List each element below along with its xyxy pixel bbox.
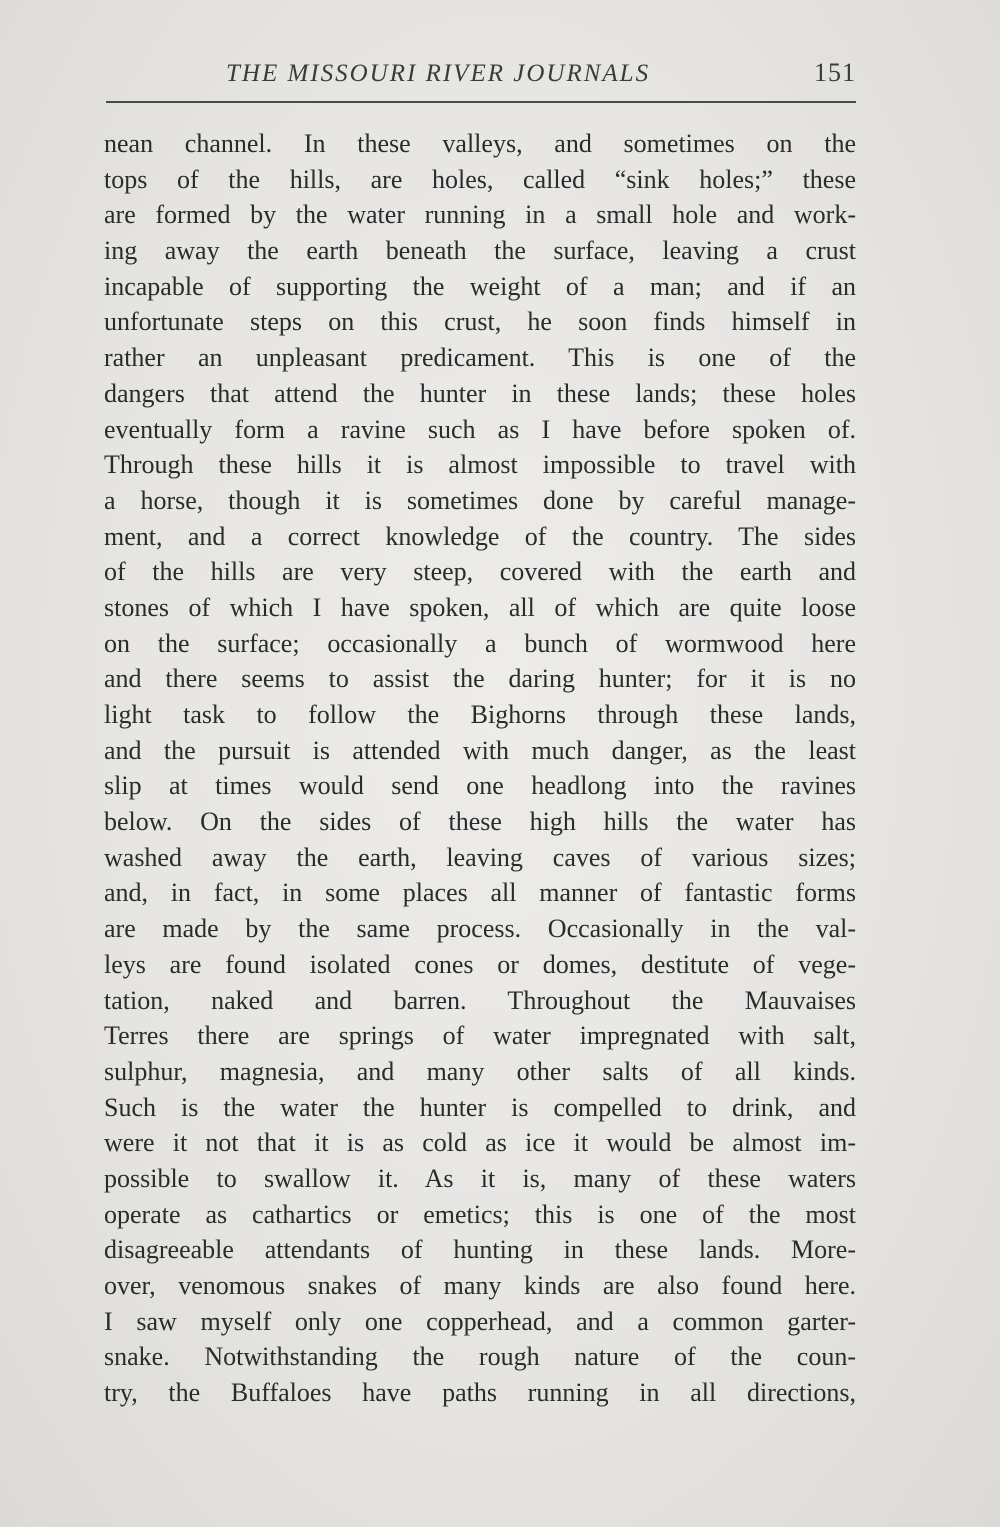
text-line: over, venomous snakes of many kinds are also found here. — [104, 1271, 856, 1300]
text-line: are formed by the water running in a small hole and work- — [104, 200, 856, 230]
text-line: sulphur, magnesia, and many other salts of all kinds. — [104, 1056, 856, 1086]
text-line: washed away the earth, leaving caves of various sizes; — [104, 842, 856, 872]
body-text — [104, 126, 856, 1411]
text-line: and the pursuit is attended with much danger, as the least — [104, 735, 856, 765]
page-number: 151 — [814, 58, 856, 87]
text-line: Terres there are springs of water impregnated with salt, — [104, 1021, 856, 1051]
text-line: and there seems to assist the daring hunter; for it is no — [104, 664, 856, 694]
text-line: I saw myself only one copperhead, and a common garter- — [104, 1306, 856, 1336]
text-line: tops of the hills, are holes, called “sink holes;” these — [104, 164, 856, 194]
text-line: are made by the same process. Occasionally in the val- — [104, 914, 856, 944]
running-head-title: THE MISSOURI RIVER JOURNALS — [226, 60, 651, 87]
text-line: ment, and a correct knowledge of the country. The sides — [104, 521, 856, 551]
text-line: Such is the water the hunter is compelled to drink, and — [104, 1092, 856, 1122]
text-line: of the hills are very steep, covered with the earth and — [104, 557, 856, 587]
text-line: stones of which I have spoken, all of which are quite loose — [104, 592, 856, 622]
text-line: disagreeable attendants of hunting in these lands. More- — [104, 1235, 856, 1265]
text-line: on the surface; occasionally a bunch of wormwood here — [104, 628, 856, 658]
text-line: slip at times would send one headlong into the ravines — [104, 771, 856, 801]
text-line: Through these hills it is almost impossible to travel with — [104, 450, 856, 480]
text-line: tation, naked and barren. Throughout the Mauvaises — [104, 985, 856, 1015]
text-line: ing away the earth beneath the surface, leaving a crust — [104, 236, 856, 266]
text-line: eventually form a ravine such as I have before spoken of. — [104, 414, 856, 444]
text-line: possible to swallow it. As it is, many of these waters — [104, 1163, 856, 1193]
text-line: incapable of supporting the weight of a man; and if an — [104, 271, 856, 301]
text-line: light task to follow the Bighorns through these lands, — [104, 700, 856, 729]
text-line: try, the Buffaloes have paths running in all directions, — [104, 1378, 856, 1408]
text-line: and, in fact, in some places all manner of fantastic forms — [104, 878, 856, 908]
text-line: operate as cathartics or emetics; this is one of the most — [104, 1199, 856, 1229]
text-line: rather an unpleasant predicament. This is one of the — [104, 343, 856, 373]
header-rule — [106, 101, 856, 103]
text-line: leys are found isolated cones or domes, destitute of vege- — [104, 949, 856, 979]
text-line: snake. Notwithstanding the rough nature of the coun- — [104, 1342, 856, 1372]
text-line: nean channel. In these valleys, and sometimes on the — [104, 129, 856, 158]
text-line: were it not that it is as cold as ice it would be almost im- — [104, 1128, 856, 1158]
running-head — [106, 58, 856, 104]
text-line: below. On the sides of these high hills the water has — [104, 807, 856, 837]
text-line: unfortunate steps on this crust, he soon finds himself in — [104, 307, 856, 337]
text-line: dangers that attend the hunter in these lands; these holes — [104, 378, 856, 408]
text-line: a horse, though it is sometimes done by careful manage- — [104, 485, 856, 515]
